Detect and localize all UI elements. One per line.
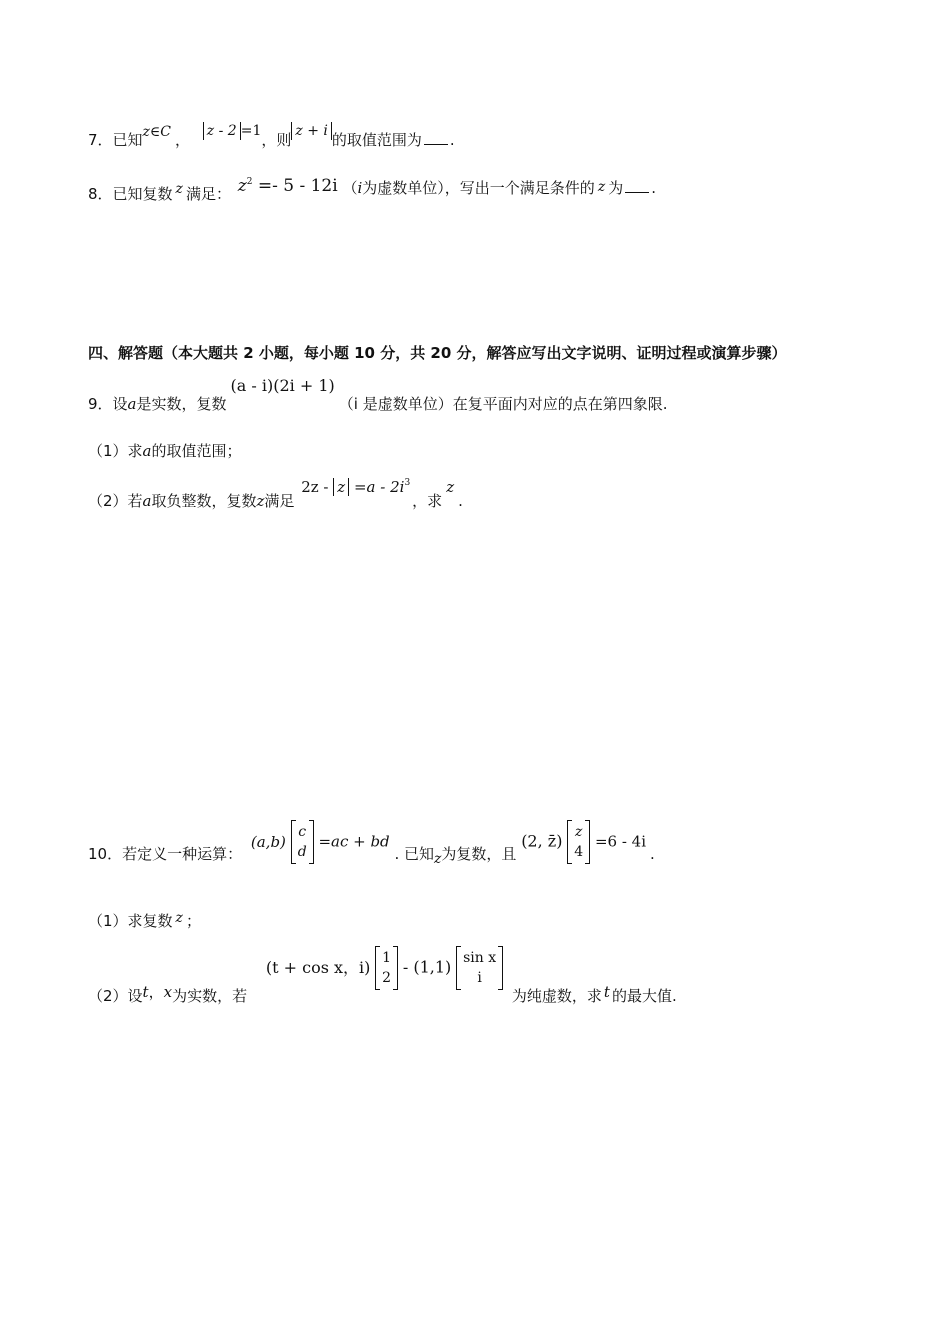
q10-p2-text1: 为实数，若 xyxy=(172,986,248,1005)
q9-p2-z: z xyxy=(256,492,265,510)
q7-target-expr: z + i xyxy=(291,122,331,140)
q9-p2-equation: $2z - z =a - 2i^3$ xyxy=(301,478,411,496)
q9-p1-a: a xyxy=(142,442,152,460)
q10-p2-t: t xyxy=(142,982,149,1001)
q9-text1: 是实数，复数 xyxy=(136,395,227,413)
q10-p2-label: （2）设 xyxy=(88,986,143,1005)
q10-p2-minus: - (1,1) xyxy=(402,957,452,977)
q8-note: 为虚数单位），写出一个满足条件的 xyxy=(362,179,595,197)
q10-p2-matrix-2: sin x i xyxy=(456,946,503,990)
q9-p2-text3: ，求 xyxy=(412,492,443,510)
q10-p2-comma: ， xyxy=(148,982,164,1001)
question-9 xyxy=(88,376,668,413)
q9-number: 9．设 xyxy=(88,395,128,413)
q10-z: z xyxy=(434,850,442,867)
q7-tail: 的取值范围为 xyxy=(331,131,422,149)
q8-note-i: i xyxy=(357,179,363,197)
q8-satisfy: 满足： xyxy=(185,185,231,203)
q10-given-matrix: z 4 xyxy=(567,820,590,864)
q10-p2-text2: 为纯虚数，求 xyxy=(511,986,602,1005)
q10-end: . xyxy=(650,844,655,863)
q7-condition-1: z∈C xyxy=(142,124,171,140)
q8-var: z xyxy=(175,181,183,197)
q9-p1-label: （1）求 xyxy=(88,442,143,460)
q10-part-1 xyxy=(88,910,201,930)
question-8 xyxy=(88,176,656,203)
q9-p2-z2: z xyxy=(446,478,455,496)
q9-p2-end: . xyxy=(458,492,463,510)
q8-tail: 为 xyxy=(608,179,624,197)
q9-p1-text: 的取值范围； xyxy=(151,442,242,460)
q10-p1-z: z xyxy=(175,910,183,926)
q8-end: . xyxy=(651,179,656,197)
q9-p2-a: a xyxy=(142,492,152,510)
q10-given-lhs: (2, z̄) xyxy=(521,831,563,851)
question-10 xyxy=(88,820,655,867)
q10-p1-label: （1）求复数 xyxy=(88,912,173,930)
q9-p2-text1: 取负整数，复数 xyxy=(151,492,257,510)
q7-comma: ， xyxy=(175,131,191,149)
q10-p2-t2: t xyxy=(603,982,610,1001)
q9-expr: (a - i)(2i + 1) xyxy=(230,376,335,395)
q9-part-2 xyxy=(88,478,463,510)
q7-then: ，则 xyxy=(261,131,292,149)
question-7 xyxy=(88,122,455,149)
q10-given-rhs: =6 - 4i xyxy=(594,832,646,851)
q8-answer-blank[interactable] xyxy=(625,191,649,193)
q10-p2-x: x xyxy=(163,982,173,1001)
q7-abs-expr: z - 2 xyxy=(203,122,241,140)
q10-def-matrix: c d xyxy=(291,820,314,864)
q10-p1-end: ； xyxy=(185,912,201,930)
q8-equation: $z^2 =- 5 - 12i$ xyxy=(237,176,338,196)
q8-var-2: z xyxy=(597,179,606,195)
q10-def-rhs: =ac + bd xyxy=(318,832,390,851)
section-4-heading: 四、解答题（本大题共 2 小题，每小题 10 分，共 20 分，解答应写出文字说明、证明过程或演算步骤） xyxy=(88,344,787,362)
q10-p2-text3: 的最大值. xyxy=(611,986,677,1005)
q7-number: 7．已知 xyxy=(88,131,143,149)
q9-p2-text2: 满足 xyxy=(264,492,295,510)
q7-end: . xyxy=(449,131,455,149)
q10-def-lhs: (a,b) xyxy=(250,832,286,851)
q8-number: 8．已知复数 xyxy=(88,185,173,203)
q8-note-open: （ xyxy=(342,179,358,197)
q10-number: 10．若定义一种运算： xyxy=(88,844,243,863)
q10-p2-matrix-1: 1 2 xyxy=(375,946,398,990)
q7-condition-2-rhs: =1 xyxy=(240,123,262,139)
q10-text2: 为复数，且 xyxy=(441,844,517,863)
q9-part-1 xyxy=(88,444,242,459)
q10-p2-lhs: (t + cos x，i) xyxy=(265,957,371,977)
q10-text1: . 已知 xyxy=(394,844,434,863)
q7-answer-blank[interactable] xyxy=(424,143,448,145)
q9-p2-label: （2）若 xyxy=(88,492,143,510)
q10-part-2 xyxy=(88,946,677,1005)
q9-a: a xyxy=(127,395,137,413)
q9-note: （i 是虚数单位）在复平面内对应的点在第四象限. xyxy=(338,395,668,413)
